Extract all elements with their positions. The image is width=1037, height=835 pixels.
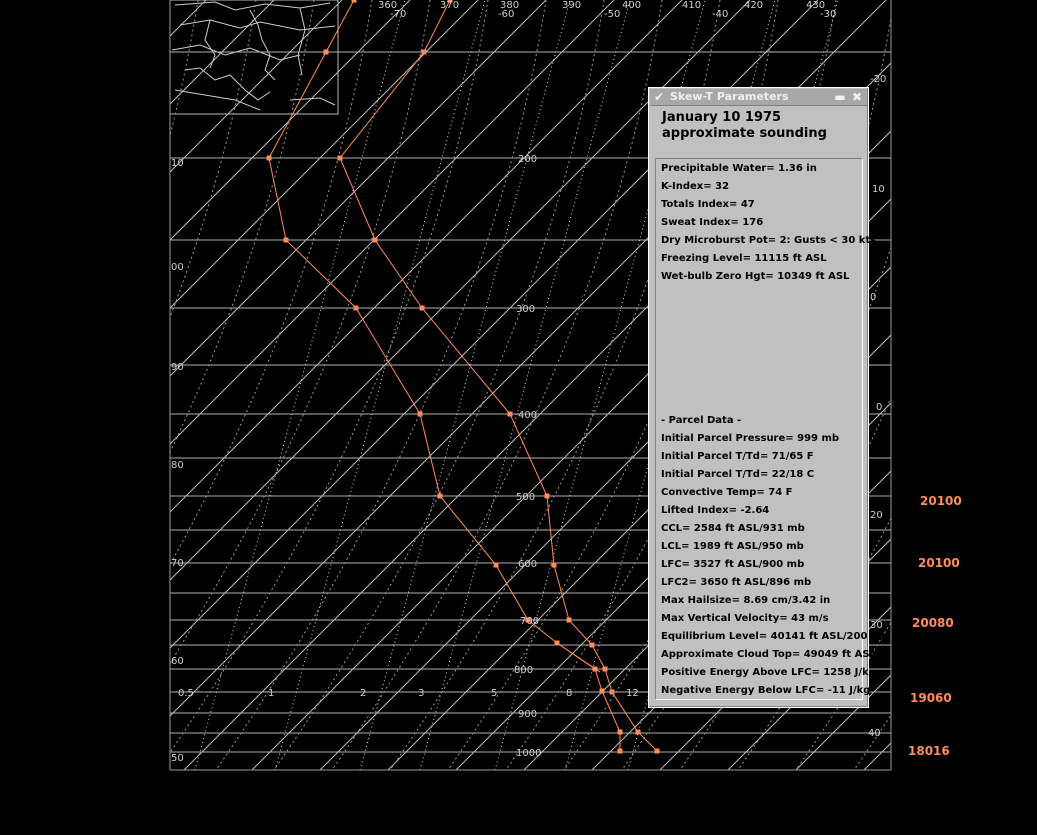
temperature-profile-point (567, 618, 572, 623)
skew-t-parameters-window (648, 87, 889, 708)
param-k-index: K-Index= 32 (661, 181, 730, 192)
dry-adiabat (332, 0, 662, 770)
dry-adiabat (970, 0, 1037, 770)
temperature-profile-point (338, 156, 343, 161)
isotherm-line (0, 0, 206, 770)
sounding-header (662, 110, 827, 142)
temperature-profile-point (603, 667, 608, 672)
height-label-500: 20100 (920, 494, 962, 508)
isotherm-line (252, 0, 1022, 770)
temperature-label: -30 (820, 9, 837, 20)
dewpoint-profile-point (494, 563, 499, 568)
theta-label: 400 (622, 0, 642, 11)
left-axis-label: 10 (171, 158, 184, 169)
dewpoint-profile-point (618, 749, 623, 754)
parameters-panel (655, 158, 889, 700)
height-label-600: 20100 (918, 556, 960, 570)
isotherm-line (0, 0, 546, 770)
dry-adiabat (0, 0, 198, 770)
dewpoint-profile-point (352, 0, 357, 3)
dewpoint-profile-point (267, 156, 272, 161)
dry-adiabat (854, 0, 1037, 770)
isotherm-line (0, 0, 478, 770)
isotherm-line (0, 0, 342, 770)
temperature-profile-point (655, 749, 660, 754)
pressure-label: 300 (516, 304, 536, 315)
mixing-ratio-label: 2 (360, 688, 367, 699)
mixing-ratio-label: 12 (626, 688, 639, 699)
param-sweat-index: Sweat Index= 176 (661, 217, 764, 228)
pressure-label: 900 (518, 709, 538, 720)
right-axis-label: 10 (872, 184, 885, 195)
param-freezing-level: Freezing Level= 11115 ft ASL (661, 253, 827, 264)
dry-adiabat (42, 0, 372, 770)
dry-adiabat (0, 0, 140, 770)
parcel-lfc2: LFC2= 3650 ft ASL/896 mb (661, 577, 812, 588)
dry-adiabat (216, 0, 546, 770)
dry-adiabat (912, 0, 1037, 770)
temperature-profile (340, 0, 657, 751)
mixing-ratio-label: 3 (418, 688, 425, 699)
parcel-negative-energy: Negative Energy Below LFC= -11 J/kg (661, 685, 871, 696)
mixing-ratio-line (420, 0, 630, 770)
isotherm-line (0, 0, 410, 770)
window-titlebar[interactable] (650, 89, 867, 106)
left-axis-label: 80 (171, 460, 184, 471)
parcel-lcl: LCL= 1989 ft ASL/950 mb (661, 541, 804, 552)
isotherm-line (0, 0, 274, 770)
pressure-label: 600 (518, 559, 538, 570)
pressure-label: 400 (518, 410, 538, 421)
window-menu-icon[interactable]: ✔ (653, 90, 665, 104)
temperature-label: -60 (498, 9, 515, 20)
theta-label: 360 (378, 0, 398, 11)
dewpoint-profile-point (324, 50, 329, 55)
dry-adiabat (100, 0, 430, 770)
right-axis-label: 0 (876, 402, 883, 413)
param-precipitable-water: Precipitable Water= 1.36 in (661, 163, 817, 174)
theta-label: 410 (682, 0, 702, 11)
pressure-label: 500 (516, 492, 536, 503)
param-dry-microburst: Dry Microburst Pot= 2: Gusts < 30 kts (661, 235, 877, 246)
isotherm-line (864, 0, 1037, 770)
param-wet-bulb-zero: Wet-bulb Zero Hgt= 10349 ft ASL (661, 271, 850, 282)
mixing-ratio-line (275, 0, 485, 770)
mixing-ratio-label: 5 (491, 688, 498, 699)
theta-label: 430 (806, 0, 826, 11)
parcel-t-td-c: Initial Parcel T/Td= 22/18 C (661, 469, 815, 480)
right-axis-label: -20 (870, 74, 887, 85)
dewpoint-profile-point (618, 730, 623, 735)
sounding-subtitle: approximate sounding (662, 126, 827, 141)
parcel-max-hailsize: Max Hailsize= 8.69 cm/3.42 in (661, 595, 831, 606)
temperature-profile-point (636, 730, 641, 735)
pressure-label: 200 (518, 154, 538, 165)
dry-adiabat (0, 0, 314, 770)
temperature-profile-point (545, 494, 550, 499)
window-title: Skew-T Parameters (670, 90, 789, 103)
right-axis-label: 20 (870, 510, 883, 521)
dewpoint-profile-point (354, 306, 359, 311)
dewpoint-profile-point (600, 689, 605, 694)
temperature-label: -70 (390, 9, 407, 20)
isotherm-line (0, 0, 138, 770)
pressure-label: 1000 (516, 748, 542, 759)
theta-label: 380 (500, 0, 520, 11)
temperature-profile-point (590, 643, 595, 648)
temperature-profile-point (508, 412, 513, 417)
parcel-data-header: - Parcel Data - (661, 415, 742, 426)
theta-label: 390 (562, 0, 582, 11)
pressure-label: 700 (520, 616, 540, 627)
height-label-700: 20080 (912, 616, 954, 630)
parcel-lfc: LFC= 3527 ft ASL/900 mb (661, 559, 805, 570)
dry-adiabat (158, 0, 488, 770)
dewpoint-profile-point (418, 412, 423, 417)
temperature-profile-point (373, 238, 378, 243)
dewpoint-profile-point (284, 238, 289, 243)
left-axis-label: 00 (171, 262, 184, 273)
parcel-convective-temp: Convective Temp= 74 F (661, 487, 793, 498)
param-totals-index: Totals Index= 47 (661, 199, 755, 210)
left-axis-label: 90 (171, 362, 184, 373)
theta-label: 420 (744, 0, 764, 11)
mixing-ratio-label: 8 (566, 688, 573, 699)
parcel-positive-energy: Positive Energy Above LFC= 1258 J/kg (661, 667, 876, 678)
parcel-t-td-f: Initial Parcel T/Td= 71/65 F (661, 451, 814, 462)
left-axis-label: 50 (171, 753, 184, 764)
temperature-label: -40 (712, 9, 729, 20)
parcel-lifted-index: Lifted Index= -2.64 (661, 505, 770, 516)
temperature-profile-point (610, 690, 615, 695)
dewpoint-profile-point (438, 494, 443, 499)
left-axis-label: 60 (171, 656, 184, 667)
mixing-ratio-label: 1 (268, 688, 275, 699)
temperature-profile-point (420, 306, 425, 311)
temperature-profile-point (422, 50, 427, 55)
dry-adiabat (0, 0, 256, 770)
parcel-max-vertical-velocity: Max Vertical Velocity= 43 m/s (661, 613, 829, 624)
pressure-label: 800 (514, 665, 534, 676)
parcel-ccl: CCL= 2584 ft ASL/931 mb (661, 523, 805, 534)
parcel-equilibrium-level: Equilibrium Level= 40141 ft ASL/200 mb (661, 631, 889, 642)
dry-adiabat (274, 0, 604, 770)
right-axis-label: 40 (868, 728, 881, 739)
temperature-profile-point (552, 563, 557, 568)
minimize-button[interactable]: ▬ (834, 90, 846, 104)
close-button[interactable]: ✖ (851, 90, 863, 104)
sounding-date: January 10 1975 (662, 110, 782, 125)
height-label-850: 19060 (910, 691, 952, 705)
theta-label: 370 (440, 0, 460, 11)
right-axis-label: 0 (870, 292, 877, 303)
parcel-initial-pressure: Initial Parcel Pressure= 999 mb (661, 433, 840, 444)
temperature-label: -50 (604, 9, 621, 20)
right-axis-label: 30 (870, 620, 883, 631)
mixing-ratio-label: 0.5 (178, 688, 194, 699)
parcel-cloud-top: Approximate Cloud Top= 49049 ft ASL (661, 649, 876, 660)
isotherm-line (0, 0, 70, 770)
left-axis-label: 70 (171, 558, 184, 569)
height-label-1000: 18016 (908, 744, 950, 758)
